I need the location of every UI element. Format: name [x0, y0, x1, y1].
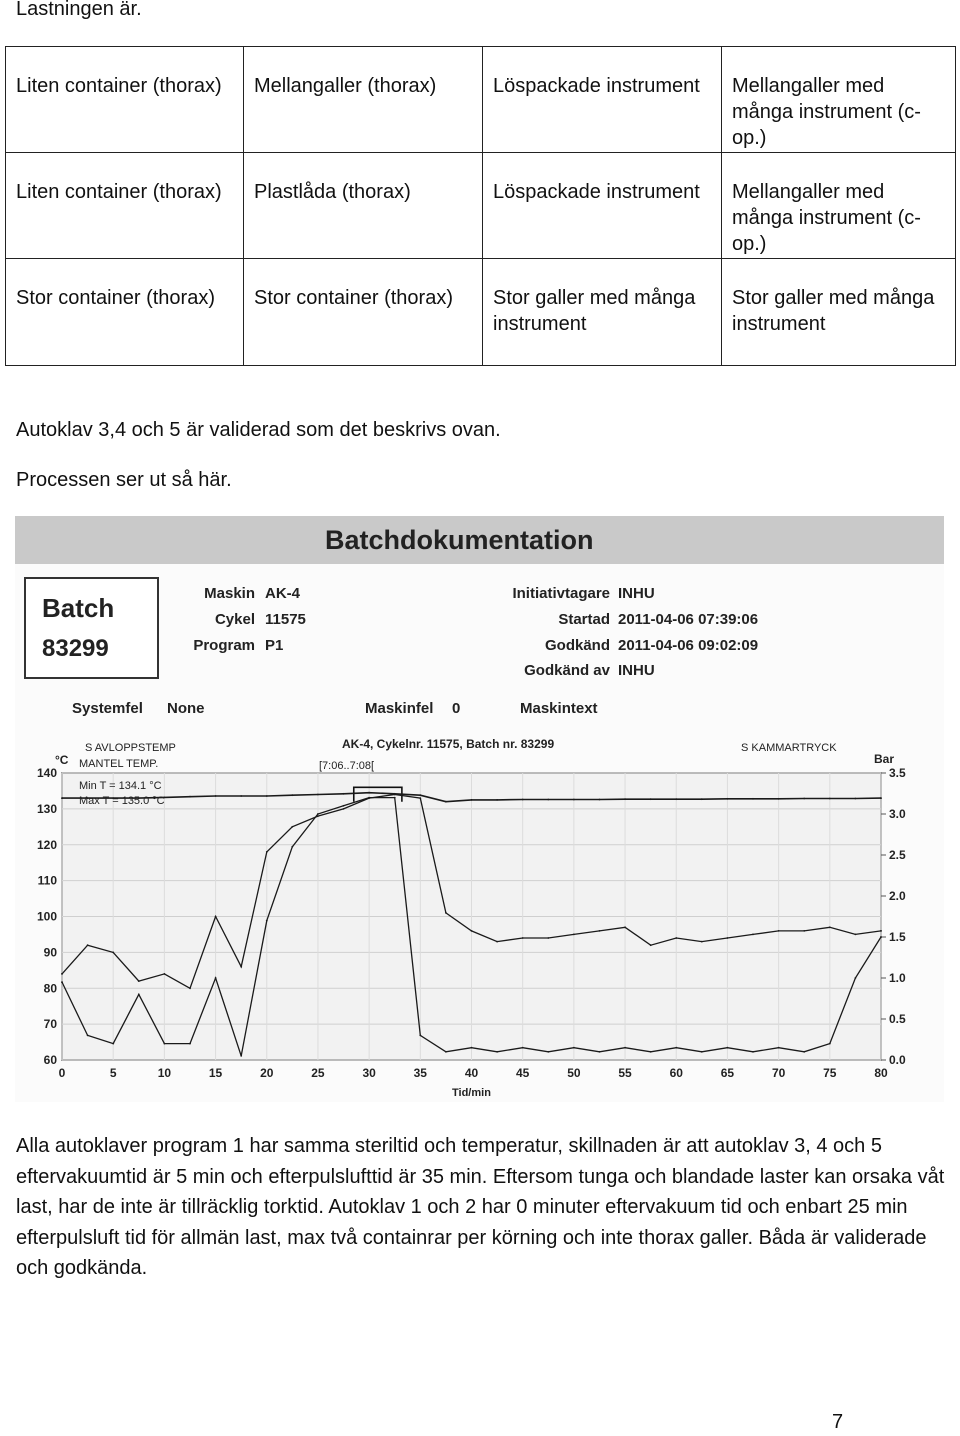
- series-point: [880, 936, 882, 938]
- maskinfel-value: 0: [452, 700, 461, 717]
- table-row: [6, 47, 956, 153]
- x-tick-label: 45: [516, 1066, 530, 1080]
- series-point: [317, 794, 319, 796]
- table-cell: Plastlåda (thorax): [244, 153, 483, 259]
- x-tick-label: 40: [464, 1066, 479, 1080]
- y-left-tick-label: 110: [37, 873, 57, 888]
- maskinfel-label: Maskinfel: [365, 700, 434, 717]
- series-point: [266, 851, 268, 853]
- table-row: [6, 259, 956, 366]
- series-point: [752, 934, 754, 936]
- x-tick-label: 10: [157, 1066, 172, 1080]
- process-chart: [37, 737, 906, 1099]
- y-left-tick-label: 100: [36, 909, 57, 924]
- series-point: [624, 1047, 626, 1049]
- chart-title: AK-4, Cykelnr. 11575, Batch nr. 83299: [342, 737, 555, 751]
- initiativtagare-label: Initiativtagare: [512, 585, 610, 602]
- series-point: [87, 944, 89, 946]
- series-point: [266, 795, 268, 797]
- series-point: [599, 799, 601, 801]
- validation-note: Autoklav 3,4 och 5 är validerad som det beskrivs ovan.: [16, 419, 501, 441]
- systemfel-value: None: [167, 700, 205, 717]
- table-cell: Liten container (thorax): [6, 153, 244, 259]
- series-point: [87, 1035, 89, 1037]
- series-point: [778, 1047, 780, 1049]
- series-point: [522, 799, 524, 801]
- series-point: [547, 799, 549, 801]
- x-tick-label: 80: [874, 1066, 888, 1080]
- x-tick-label: 35: [413, 1066, 427, 1080]
- table-row: [6, 153, 956, 259]
- series-point: [394, 797, 396, 799]
- series-point: [522, 937, 524, 939]
- series-point: [675, 1047, 677, 1049]
- series-point: [61, 797, 63, 799]
- max-temp-label: Max T = 135.0 °C: [79, 795, 165, 807]
- series-point: [547, 1051, 549, 1053]
- series-point: [855, 798, 857, 800]
- series-point: [291, 846, 293, 848]
- series-point: [112, 952, 114, 954]
- x-tick-label: 0: [58, 1066, 66, 1080]
- series-point: [496, 1051, 498, 1053]
- x-tick-label: 50: [567, 1066, 581, 1080]
- series-point: [829, 798, 831, 800]
- series-point: [112, 1043, 114, 1045]
- series-point: [291, 826, 293, 828]
- program-value: P1: [265, 637, 284, 654]
- y-right-tick-label: 0.0: [889, 1053, 906, 1067]
- y-left-tick-label: 140: [36, 766, 57, 780]
- series-point: [624, 926, 626, 928]
- series-point: [675, 937, 677, 939]
- systemfel-label: Systemfel: [72, 700, 143, 717]
- table-cell: Mellangaller (thorax): [244, 47, 483, 153]
- y-right-tick-label: 1.5: [889, 930, 906, 944]
- series-point: [138, 994, 140, 996]
- y-right-tick-label: 2.0: [889, 889, 906, 903]
- x-tick-label: 65: [720, 1066, 735, 1080]
- series-point: [445, 912, 447, 914]
- series-point: [727, 1047, 729, 1049]
- series-point: [547, 937, 549, 939]
- series-point: [189, 1043, 191, 1045]
- series-point: [215, 916, 217, 918]
- process-note: Processen ser ut så här.: [16, 469, 232, 491]
- series-point: [880, 797, 882, 799]
- batch-documentation-figure: [15, 516, 944, 1102]
- series-point: [803, 930, 805, 932]
- godkand-label: Godkänd: [544, 637, 610, 654]
- x-tick-label: 30: [362, 1066, 376, 1080]
- series-point: [164, 973, 166, 975]
- godkand-av-value: INHU: [618, 662, 655, 679]
- godkand-av-label: Godkänd av: [524, 662, 610, 679]
- series-point: [189, 987, 191, 989]
- legend-kammartryck: S KAMMARTRYCK: [741, 742, 837, 754]
- series-point: [419, 1035, 421, 1037]
- x-tick-label: 75: [823, 1066, 837, 1080]
- y-left-tick-label: 80: [43, 981, 57, 996]
- maskin-value: AK-4: [265, 585, 301, 602]
- series-point: [189, 796, 191, 798]
- table-cell: Stor container (thorax): [244, 259, 483, 366]
- series-point: [445, 801, 447, 803]
- table-cell: Löspackade instrument: [483, 153, 722, 259]
- series-point: [291, 794, 293, 796]
- cykel-value: 11575: [265, 611, 306, 628]
- series-point: [855, 934, 857, 936]
- series-point: [496, 941, 498, 943]
- series-point: [573, 799, 575, 801]
- y-left-tick-label: 90: [43, 945, 57, 960]
- y-right-unit: Bar: [874, 752, 895, 766]
- series-point: [471, 1047, 473, 1049]
- series-point: [164, 1043, 166, 1045]
- series-point: [727, 937, 729, 939]
- y-left-tick-label: 120: [36, 837, 57, 852]
- series-point: [61, 973, 63, 975]
- series-point: [496, 799, 498, 801]
- maskin-label: Maskin: [204, 585, 255, 602]
- series-point: [368, 797, 370, 799]
- series-point: [266, 920, 268, 922]
- startad-label: Startad: [558, 611, 610, 628]
- series-point: [701, 798, 703, 800]
- series-point: [650, 1051, 652, 1053]
- series-point: [419, 797, 421, 799]
- series-point: [368, 792, 370, 794]
- y-right-tick-label: 2.5: [889, 848, 906, 862]
- table-cell: Stor container (thorax): [6, 259, 244, 366]
- series-point: [419, 794, 421, 796]
- y-right-tick-label: 1.0: [889, 971, 906, 985]
- series-point: [829, 926, 831, 928]
- series-point: [343, 805, 345, 807]
- x-tick-label: 60: [669, 1066, 683, 1080]
- load-configuration-table: [5, 46, 956, 366]
- series-point: [240, 1055, 242, 1057]
- x-tick-label: 25: [311, 1066, 325, 1080]
- program-label: Program: [193, 637, 255, 654]
- x-tick-label: 15: [208, 1066, 223, 1080]
- series-point: [778, 930, 780, 932]
- series-point: [829, 1043, 831, 1045]
- table-cell: Löspackade instrument: [483, 47, 722, 153]
- series-point: [240, 966, 242, 968]
- page-number: 7: [832, 1411, 844, 1433]
- series-point: [650, 798, 652, 800]
- series-point: [522, 1047, 524, 1049]
- series-point: [573, 934, 575, 936]
- series-point: [471, 930, 473, 932]
- startad-value: 2011-04-06 07:39:06: [618, 611, 759, 628]
- series-point: [573, 1047, 575, 1049]
- y-left-unit: °C: [55, 753, 69, 767]
- hold-window-label: [7:06..7:08[: [319, 760, 375, 772]
- series-point: [599, 930, 601, 932]
- y-left-tick-label: 60: [43, 1053, 57, 1067]
- min-temp-label: Min T = 134.1 °C: [79, 780, 162, 792]
- table-cell: Mellangaller med många instrument (c-op.): [722, 47, 956, 153]
- x-tick-label: 70: [771, 1066, 786, 1080]
- godkand-value: 2011-04-06 09:02:09: [618, 637, 759, 654]
- y-right-tick-label: 3.5: [889, 766, 906, 780]
- y-right-tick-label: 0.5: [889, 1012, 906, 1026]
- series-point: [343, 793, 345, 795]
- x-tick-label: 20: [260, 1066, 274, 1080]
- series-point: [215, 795, 217, 797]
- series-point: [803, 1051, 805, 1053]
- series-point: [445, 1051, 447, 1053]
- series-point: [394, 794, 396, 796]
- body-paragraph: Alla autoklaver program 1 har samma steriltid och temperatur, skillnaden är att autoklav 3, 4 och 5 eftervakuumtid är 5 min och efterpulslufttid är 35 min. Eftersom tunga och blandade laster kan orsaka våt last, har de inte är tillräcklig torktid. Autoklav 1 och 2 har 0 minuter eftervakuum tid och enbart 25 min efterpulsluft tid för allmän last, max två containrar per körning och inte thorax galler. Båda är validerade och godkända.: [16, 1135, 945, 1279]
- series-point: [215, 977, 217, 979]
- series-point: [240, 795, 242, 797]
- series-point: [778, 798, 780, 800]
- series-point: [803, 798, 805, 800]
- series-point: [752, 798, 754, 800]
- table-cell: Mellangaller med många instrument (c-op.): [722, 153, 956, 259]
- series-point: [880, 930, 882, 932]
- series-point: [317, 813, 319, 815]
- y-left-tick-label: 70: [43, 1017, 57, 1032]
- x-axis-label: Tid/min: [452, 1087, 491, 1099]
- x-tick-label: 5: [109, 1066, 117, 1080]
- batch-documentation-svg: [15, 516, 944, 1102]
- maskintext-label: Maskintext: [520, 700, 598, 717]
- batch-number: 83299: [42, 635, 109, 662]
- series-point: [61, 981, 63, 983]
- series-point: [471, 799, 473, 801]
- table-cell: Liten container (thorax): [6, 47, 244, 153]
- series-point: [701, 941, 703, 943]
- series-point: [701, 1051, 703, 1053]
- series-point: [138, 980, 140, 982]
- table-cell: Stor galler med många instrument: [483, 259, 722, 366]
- series-point: [624, 798, 626, 800]
- series-point: [752, 1051, 754, 1053]
- legend-manteltemp: MANTEL TEMP.: [79, 758, 159, 770]
- series-point: [599, 1051, 601, 1053]
- series-point: [727, 798, 729, 800]
- series-point: [675, 798, 677, 800]
- table-cell: Stor galler med många instrument: [722, 259, 956, 366]
- figure-title: Batchdokumentation: [325, 525, 594, 555]
- legend-avloppstemp: S AVLOPPSTEMP: [85, 742, 176, 754]
- x-tick-label: 55: [618, 1066, 632, 1080]
- initiativtagare-value: INHU: [618, 585, 655, 602]
- cykel-label: Cykel: [214, 611, 255, 628]
- intro-text: Lastningen är.: [16, 0, 142, 20]
- series-point: [855, 977, 857, 979]
- batch-label: Batch: [42, 593, 115, 623]
- y-right-tick-label: 3.0: [889, 807, 906, 821]
- series-point: [650, 944, 652, 946]
- series-point: [343, 808, 345, 810]
- y-left-tick-label: 130: [36, 801, 57, 816]
